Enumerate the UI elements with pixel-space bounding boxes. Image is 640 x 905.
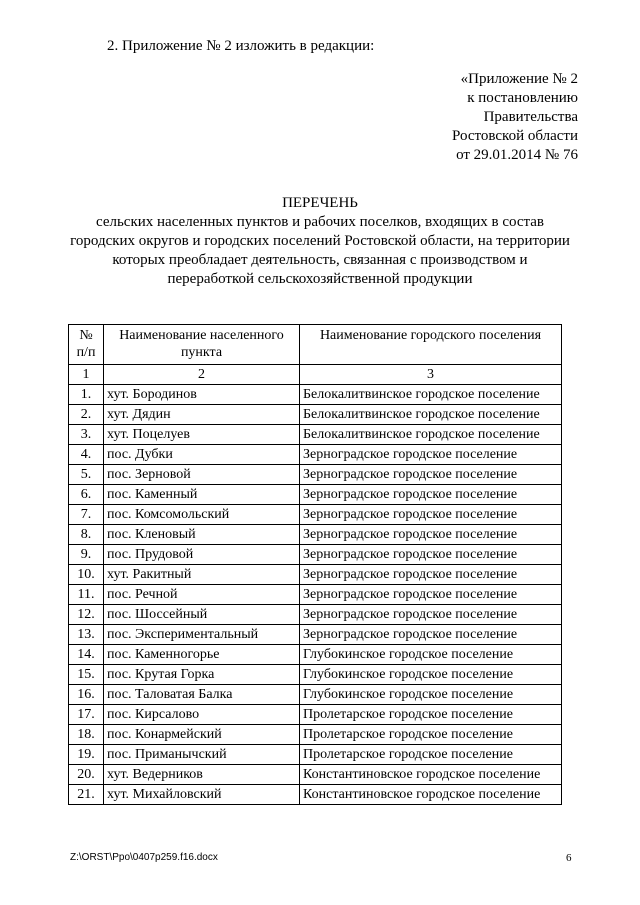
- row-number: 5.: [69, 465, 104, 485]
- appendix-line: от 29.01.2014 № 76: [456, 147, 578, 163]
- row-number: 21.: [69, 785, 104, 805]
- column-index: 1: [69, 365, 104, 385]
- settlements-table: [68, 324, 562, 805]
- table-row: [69, 405, 562, 425]
- table-row: [69, 565, 562, 585]
- municipality-name: Глубокинское городское поселение: [300, 645, 562, 665]
- table-row: [69, 585, 562, 605]
- table-row: [69, 705, 562, 725]
- table-row: [69, 425, 562, 445]
- table-row: [69, 725, 562, 745]
- table-row: [69, 605, 562, 625]
- row-number: 8.: [69, 525, 104, 545]
- list-title: ПЕРЕЧЕНЬ: [282, 195, 358, 211]
- table-row: [69, 545, 562, 565]
- municipality-name: Зерноградское городское поселение: [300, 465, 562, 485]
- table-row: [69, 465, 562, 485]
- municipality-name: Пролетарское городское поселение: [300, 705, 562, 725]
- row-number: 13.: [69, 625, 104, 645]
- row-number: 16.: [69, 685, 104, 705]
- table-row: [69, 665, 562, 685]
- table-row: [69, 685, 562, 705]
- row-number: 12.: [69, 605, 104, 625]
- column-index-row: [69, 365, 562, 385]
- row-number: 19.: [69, 745, 104, 765]
- table-row: [69, 745, 562, 765]
- table-row: [69, 445, 562, 465]
- municipality-name: Зерноградское городское поселение: [300, 585, 562, 605]
- row-number: 10.: [69, 565, 104, 585]
- settlement-name: пос. Кленовый: [104, 525, 300, 545]
- row-number: 14.: [69, 645, 104, 665]
- header-municipality: Наименование городского поселения: [300, 325, 562, 365]
- municipality-name: Зерноградское городское поселение: [300, 485, 562, 505]
- municipality-name: Зерноградское городское поселение: [300, 605, 562, 625]
- row-number: 17.: [69, 705, 104, 725]
- row-number: 18.: [69, 725, 104, 745]
- municipality-name: Зерноградское городское поселение: [300, 565, 562, 585]
- municipality-name: Белокалитвинское городское поселение: [300, 425, 562, 445]
- intro-paragraph: 2. Приложение № 2 изложить в редакции:: [107, 38, 375, 54]
- table-row: [69, 625, 562, 645]
- settlement-name: пос. Экспериментальный: [104, 625, 300, 645]
- settlement-name: пос. Кирсалово: [104, 705, 300, 725]
- municipality-name: Зерноградское городское поселение: [300, 625, 562, 645]
- footer-file-path: Z:\ORST\Ppo\0407p259.f16.docx: [70, 852, 218, 863]
- municipality-name: Глубокинское городское поселение: [300, 685, 562, 705]
- appendix-header: [452, 70, 578, 165]
- settlement-name: хут. Дядин: [104, 405, 300, 425]
- municipality-name: Пролетарское городское поселение: [300, 725, 562, 745]
- table-row: [69, 785, 562, 805]
- table-row: [69, 505, 562, 525]
- row-number: 4.: [69, 445, 104, 465]
- appendix-line: Правительства: [483, 109, 578, 125]
- settlement-name: пос. Речной: [104, 585, 300, 605]
- row-number: 2.: [69, 405, 104, 425]
- settlement-name: пос. Прудовой: [104, 545, 300, 565]
- settlement-name: пос. Каменный: [104, 485, 300, 505]
- municipality-name: Пролетарское городское поселение: [300, 745, 562, 765]
- appendix-line: Ростовской области: [452, 128, 578, 144]
- table-row: [69, 765, 562, 785]
- row-number: 1.: [69, 385, 104, 405]
- header-settlement: Наименование населенного пункта: [104, 325, 300, 365]
- table-row: [69, 485, 562, 505]
- header-number: № п/п: [69, 325, 104, 365]
- column-index: 3: [300, 365, 562, 385]
- settlement-name: пос. Дубки: [104, 445, 300, 465]
- settlement-name: пос. Приманычский: [104, 745, 300, 765]
- row-number: 20.: [69, 765, 104, 785]
- row-number: 7.: [69, 505, 104, 525]
- municipality-name: Белокалитвинское городское поселение: [300, 405, 562, 425]
- footer-page-number: 6: [566, 852, 572, 864]
- table-row: [69, 645, 562, 665]
- settlement-name: хут. Бородинов: [104, 385, 300, 405]
- column-index: 2: [104, 365, 300, 385]
- municipality-name: Константиновское городское поселение: [300, 765, 562, 785]
- list-subtitle: сельских населенных пунктов и рабочих поселков, входящих в состав городских округов и городских поселений Ростовской области, на территории которых преобладает деятельность, связанная с производством и переработкой сельскохозяйственной продукции: [70, 214, 570, 287]
- table-row: [69, 385, 562, 405]
- municipality-name: Белокалитвинское городское поселение: [300, 385, 562, 405]
- table-header-row: [69, 325, 562, 365]
- row-number: 15.: [69, 665, 104, 685]
- municipality-name: Зерноградское городское поселение: [300, 545, 562, 565]
- municipality-name: Константиновское городское поселение: [300, 785, 562, 805]
- row-number: 11.: [69, 585, 104, 605]
- settlement-name: хут. Поцелуев: [104, 425, 300, 445]
- settlement-name: хут. Ракитный: [104, 565, 300, 585]
- row-number: 9.: [69, 545, 104, 565]
- municipality-name: Глубокинское городское поселение: [300, 665, 562, 685]
- settlement-name: пос. Комсомольский: [104, 505, 300, 525]
- row-number: 6.: [69, 485, 104, 505]
- settlement-name: пос. Таловатая Балка: [104, 685, 300, 705]
- municipality-name: Зерноградское городское поселение: [300, 505, 562, 525]
- appendix-line: «Приложение № 2: [460, 71, 578, 87]
- settlement-name: пос. Каменногорье: [104, 645, 300, 665]
- row-number: 3.: [69, 425, 104, 445]
- table-row: [69, 525, 562, 545]
- settlement-name: пос. Конармейский: [104, 725, 300, 745]
- settlement-name: хут. Михайловский: [104, 785, 300, 805]
- municipality-name: Зерноградское городское поселение: [300, 525, 562, 545]
- settlement-name: хут. Ведерников: [104, 765, 300, 785]
- appendix-line: к постановлению: [467, 90, 578, 106]
- settlement-name: пос. Шоссейный: [104, 605, 300, 625]
- municipality-name: Зерноградское городское поселение: [300, 445, 562, 465]
- settlement-name: пос. Крутая Горка: [104, 665, 300, 685]
- settlement-name: пос. Зерновой: [104, 465, 300, 485]
